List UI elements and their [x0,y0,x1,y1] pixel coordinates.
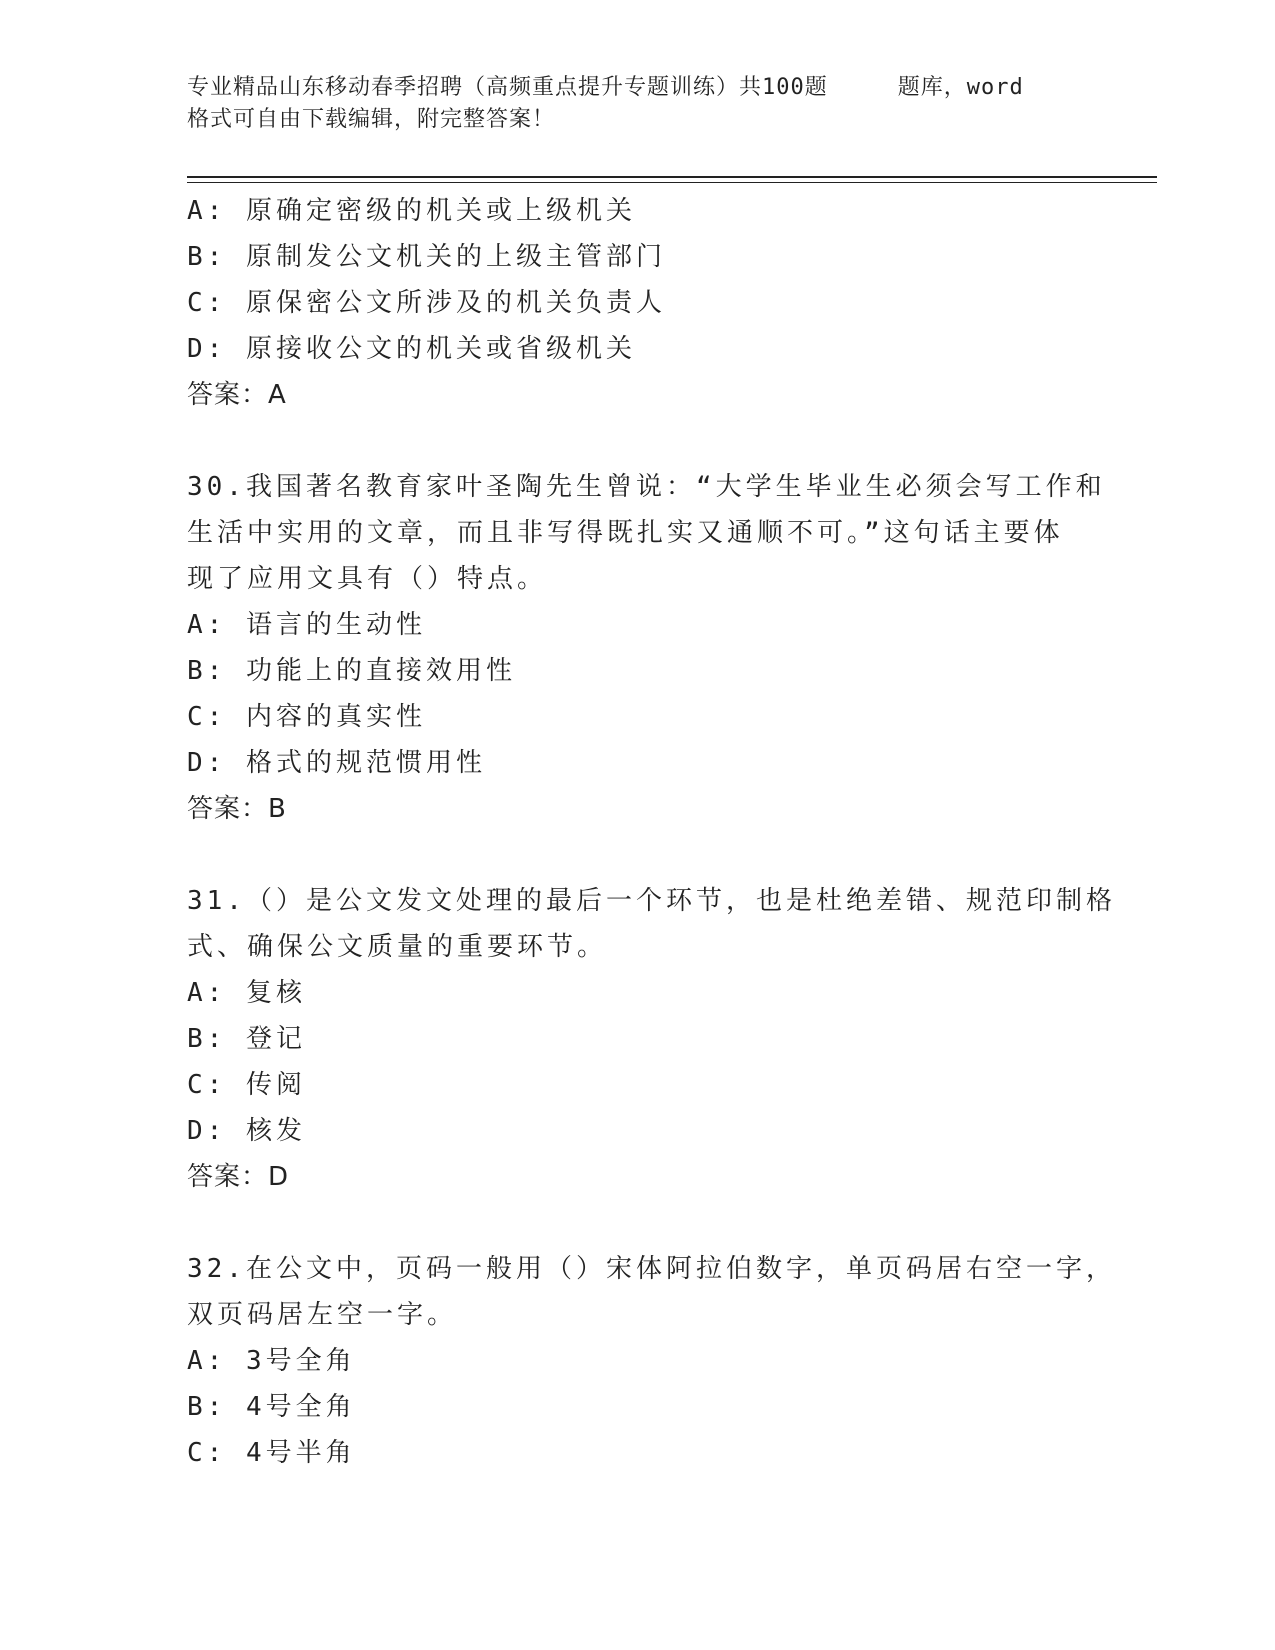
option-c: C: 传阅 [187,1070,306,1100]
question-stem: 生活中实用的文章，而且非写得既扎实又通顺不可。”这句话主要体 [187,518,1064,548]
answer: 答案：D [187,1162,290,1192]
option-c: C: 内容的真实性 [187,702,426,732]
question-stem: 双页码居左空一字。 [187,1300,458,1330]
option-c: C: 4号半角 [187,1438,356,1468]
document-header [187,72,1087,136]
question-32 [187,1246,1116,1476]
header-title-tail: 题库，word [897,75,1024,100]
document-body [187,188,1116,1476]
option-b: B: 功能上的直接效用性 [187,656,516,686]
header-line-2: 格式可自由下载编辑，附完整答案！ [187,107,556,132]
header-divider-thin [187,182,1157,183]
option-a: A: 3号全角 [187,1346,356,1376]
header-title: 专业精品山东移动春季招聘（高频重点提升专题训练）共100题 [187,75,828,100]
option-a: A: 复核 [187,978,306,1008]
option-d: D: 核发 [187,1116,306,1146]
question-stem: 31.（）是公文发文处理的最后一个环节，也是杜绝差错、规范印制格 [187,886,1116,916]
answer: 答案：A [187,380,287,410]
header-line-1 [187,72,1087,104]
question-stem: 式、确保公文质量的重要环节。 [187,932,608,962]
option-a: A: 语言的生动性 [187,610,426,640]
option-a: A: 原确定密级的机关或上级机关 [187,196,636,226]
option-d: D: 原接收公文的机关或省级机关 [187,334,636,364]
question-29-continued [187,188,1107,418]
option-c: C: 原保密公文所涉及的机关负责人 [187,288,666,318]
question-31 [187,878,1116,1200]
option-b: B: 4号全角 [187,1392,356,1422]
option-d: D: 格式的规范惯用性 [187,748,486,778]
option-b: B: 原制发公文机关的上级主管部门 [187,242,666,272]
option-b: B: 登记 [187,1024,306,1054]
question-stem: 32.在公文中，页码一般用（）宋体阿拉伯数字，单页码居右空一字， [187,1254,1116,1284]
header-divider [187,176,1157,178]
question-stem: 30.我国著名教育家叶圣陶先生曾说：“大学生毕业生必须会写工作和 [187,472,1106,502]
question-stem: 现了应用文具有（）特点。 [187,564,548,594]
question-30 [187,464,1107,832]
answer: 答案：B [187,794,287,824]
